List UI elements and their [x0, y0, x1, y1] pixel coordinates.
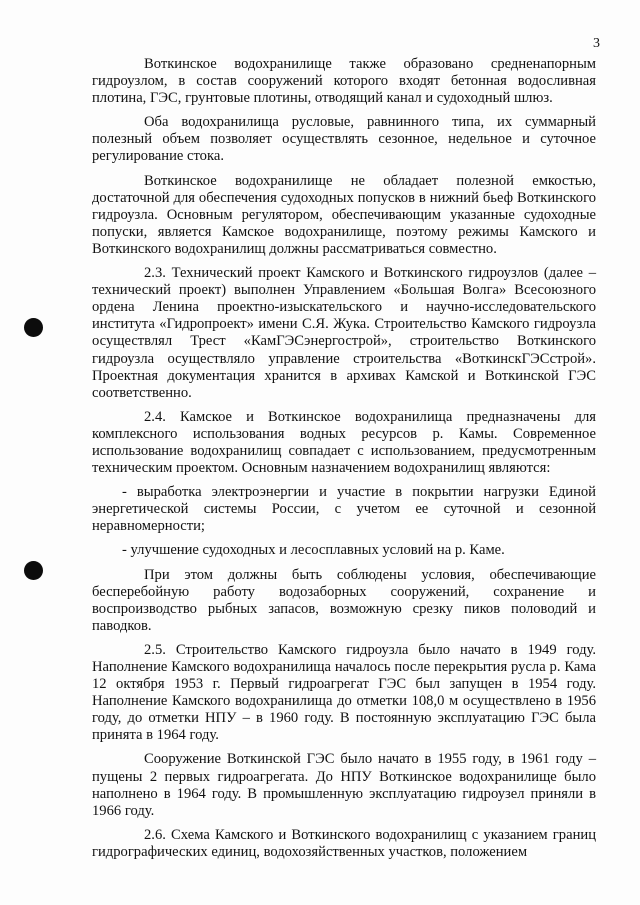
- paragraph: Сооружение Воткинской ГЭС было начато в 1955 году, в 1961 году – пущены 2 первых гидроагрегата. До НПУ Воткинское водохранилище было наполнено в 1964 году. В промышленную эксплуатацию гидроузел приняли в 1966 году.: [92, 751, 596, 819]
- paragraph: Воткинское водохранилище не обладает полезной емкостью, достаточной для обеспечения судоходных попусков в нижний бьеф Воткинского гидроузла. Основным регулятором, обеспечивающим указанные судоходные попуски, является Камское водохранилище, поэтому режимы Камского и Воткинского водохранилищ должны рассматриваться совместно.: [92, 172, 596, 257]
- paragraph: При этом должны быть соблюдены условия, обеспечивающие бесперебойную работу водозаборных сооружений, сохранение и воспроизводство рыбных запасов, возможную срезку пиков половодий и паводков.: [92, 566, 596, 634]
- paragraph-2-6: 2.6. Схема Камского и Воткинского водохранилищ с указанием границ гидрографических единиц, водохозяйственных участков, положением: [92, 826, 596, 860]
- paragraph: Воткинское водохранилище также образовано средненапорным гидроузлом, в состав сооружений которого входят бетонная водосливная плотина, ГЭС, грунтовые плотины, отводящий канал и судоходный шлюз.: [92, 56, 596, 107]
- document-body: [92, 56, 596, 861]
- list-item: - улучшение судоходных и лесосплавных условий на р. Каме.: [122, 542, 505, 559]
- list-item: - выработка электроэнергии и участие в покрытии нагрузки Единой энергетической системы России, с учетом ее суточной и сезонной неравномерности;: [92, 484, 596, 535]
- punch-hole: [24, 318, 43, 337]
- paragraph: Оба водохранилища русловые, равнинного типа, их суммарный полезный объем позволяет осуществлять сезонное, недельное и суточное регулирование стока.: [92, 114, 596, 165]
- paragraph-2-4: 2.4. Камское и Воткинское водохранилища предназначены для комплексного использования водных ресурсов р. Камы. Современное использование водохранилищ совпадает с использованием, предусмотренным техническим проектом. Основным назначением водохранилищ являются:: [92, 408, 596, 477]
- punch-hole: [24, 561, 43, 580]
- paragraph-2-3: 2.3. Технический проект Камского и Воткинского гидроузлов (далее – технический проект) выполнен Управлением «Большая Волга» Всесоюзного ордена Ленина проектно-изыскательского и научно-исследовательского института «Гидропроект» имени С.Я. Жука. Строительство Камского гидроузла осуществлял Трест «КамГЭСэнергострой», строительство Воткинского гидроузла осуществляло управление строительства «ВоткинскГЭСстрой». Проектная документация хранится в архивах Камской и Воткинской ГЭС соответственно.: [92, 265, 596, 401]
- paragraph-2-5: 2.5. Строительство Камского гидроузла было начато в 1949 году. Наполнение Камского водохранилища началось после перекрытия русла р. Кама 12 октября 1953 г. Первый гидроагрегат ГЭС был запущен в 1954 году. Наполнение Камского водохранилища до отметки 108,0 м осуществлено в 1956 году, до отметки НПУ – в 1960 году. В постоянную эксплуатацию ГЭС была принята в 1964 году.: [92, 641, 596, 744]
- page-number: 3: [593, 36, 600, 51]
